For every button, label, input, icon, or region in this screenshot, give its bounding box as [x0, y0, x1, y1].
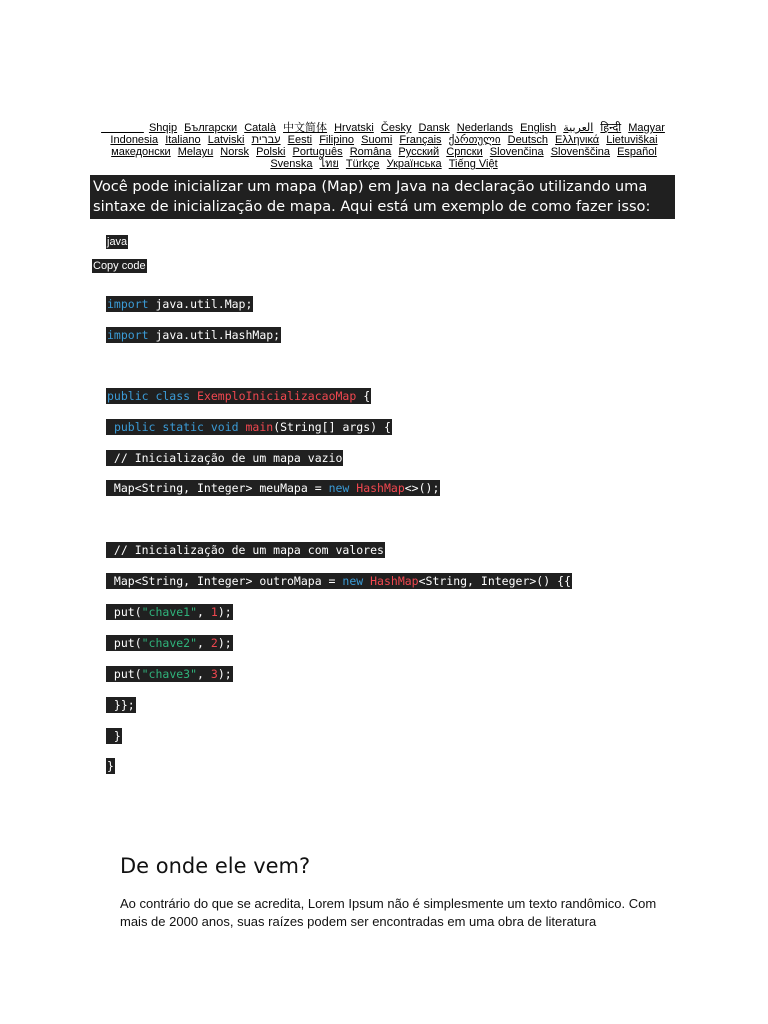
- code-text: {: [356, 389, 371, 403]
- language-link[interactable]: Latviski: [207, 134, 245, 146]
- class-name: HashMap: [370, 574, 419, 588]
- language-link[interactable]: Português: [292, 146, 343, 158]
- method-name: main: [245, 420, 274, 434]
- code-text: <>();: [404, 481, 440, 495]
- code-text: ,: [197, 636, 211, 650]
- language-link[interactable]: हिन्दी: [600, 122, 622, 134]
- keyword: import: [107, 297, 149, 311]
- language-link[interactable]: Italiano: [165, 134, 201, 146]
- keyword: import: [107, 328, 149, 342]
- keyword: new: [342, 574, 364, 588]
- language-link[interactable]: Tiếng Việt: [448, 158, 498, 170]
- language-link[interactable]: العربية: [563, 122, 594, 134]
- intro-paragraph: Você pode inicializar um mapa (Map) em Java na declaração utilizando uma sintaxe de inicialização de mapa. Aqui está um exemplo de como fazer isso:: [90, 175, 675, 219]
- number-literal: 2: [210, 636, 218, 650]
- language-link[interactable]: ไทย: [319, 158, 339, 170]
- code-text: put(: [107, 636, 142, 650]
- string-literal: "chave3": [141, 667, 198, 681]
- language-link[interactable]: Español: [617, 146, 657, 158]
- code-line-1: [106, 296, 253, 312]
- language-separator: [101, 122, 144, 134]
- language-link[interactable]: Nederlands: [456, 122, 514, 134]
- number-literal: 3: [210, 667, 218, 681]
- language-link[interactable]: Slovenčina: [489, 146, 544, 158]
- code-line-6: [106, 480, 440, 496]
- language-link[interactable]: Türkçe: [345, 158, 380, 170]
- language-link[interactable]: Indonesia: [110, 134, 159, 146]
- language-link[interactable]: Русский: [398, 146, 440, 158]
- class-name: HashMap: [356, 481, 405, 495]
- language-link[interactable]: Polski: [256, 146, 286, 158]
- code-line-12: }};: [107, 698, 135, 712]
- language-links: [100, 122, 668, 170]
- code-line-4: [106, 419, 392, 435]
- keyword: public class: [107, 389, 191, 403]
- string-literal: "chave2": [141, 636, 198, 650]
- code-text: );: [217, 605, 232, 619]
- keyword: new: [328, 481, 350, 495]
- code-line-14: }: [107, 759, 114, 773]
- language-link[interactable]: ქართული: [448, 134, 501, 146]
- code-line-13: }: [107, 729, 121, 743]
- code-text: put(: [107, 605, 142, 619]
- language-link[interactable]: Svenska: [270, 158, 313, 170]
- language-link[interactable]: Slovenščina: [550, 146, 611, 158]
- section-paragraph: Ao contrário do que se acredita, Lorem Ipsum não é simplesmente um texto randômico. Com mais de 2000 anos, suas raízes podem ser encontradas em uma obra de literatura: [120, 896, 657, 929]
- code-text: <String, Integer>() {{: [418, 574, 571, 588]
- code-text: ,: [197, 605, 211, 619]
- language-link[interactable]: Српски: [446, 146, 483, 158]
- language-link[interactable]: Deutsch: [507, 134, 548, 146]
- code-line-9: [106, 604, 233, 620]
- code-text: (String[] args) {: [273, 420, 391, 434]
- code-line-10: [106, 635, 233, 651]
- language-link[interactable]: Lietuviškai: [606, 134, 658, 146]
- language-link[interactable]: Eesti: [287, 134, 313, 146]
- code-line-11: [106, 666, 233, 682]
- language-link[interactable]: Magyar: [628, 122, 665, 134]
- string-literal: "chave1": [141, 605, 198, 619]
- section-heading: De onde ele vem?: [120, 854, 311, 878]
- language-link[interactable]: Български: [184, 122, 238, 134]
- code-text: Map<String, Integer> outroMapa =: [107, 574, 343, 588]
- code-line-8: [106, 573, 572, 589]
- language-link[interactable]: Norsk: [220, 146, 250, 158]
- language-link[interactable]: Ελληνικά: [555, 134, 600, 146]
- code-line-7: // Inicialização de um mapa com valores: [107, 543, 384, 557]
- language-link[interactable]: Româna: [349, 146, 392, 158]
- language-link[interactable]: Česky: [380, 122, 412, 134]
- code-text: ,: [197, 667, 211, 681]
- code-text: );: [217, 667, 232, 681]
- language-link[interactable]: Українська: [386, 158, 442, 170]
- language-link[interactable]: Français: [399, 134, 442, 146]
- code-line-2: [106, 327, 281, 343]
- language-link[interactable]: Shqip: [148, 122, 178, 134]
- class-name: ExemploInicializacaoMap: [197, 389, 357, 403]
- language-link[interactable]: 中文简体: [283, 122, 328, 134]
- language-link[interactable]: Hrvatski: [334, 122, 374, 134]
- copy-code-button[interactable]: Copy code: [93, 260, 146, 272]
- language-link[interactable]: עברית: [251, 134, 281, 146]
- code-text: [107, 420, 114, 434]
- language-link[interactable]: Català: [244, 122, 276, 134]
- language-link[interactable]: македонски: [111, 146, 171, 158]
- code-text: Map<String, Integer> meuMapa =: [107, 481, 329, 495]
- code-line-3: [106, 388, 371, 404]
- code-text: java.util.Map;: [148, 297, 253, 311]
- language-link[interactable]: Melayu: [177, 146, 214, 158]
- language-link[interactable]: English: [520, 122, 557, 134]
- code-text: put(: [107, 667, 142, 681]
- code-line-5: // Inicialização de um mapa vazio: [107, 451, 343, 465]
- keyword: public static void: [113, 420, 239, 434]
- number-literal: 1: [210, 605, 218, 619]
- code-text: java.util.HashMap;: [148, 328, 281, 342]
- code-language-label: java: [107, 236, 128, 248]
- language-link[interactable]: Dansk: [418, 122, 450, 134]
- code-text: );: [217, 636, 232, 650]
- language-link[interactable]: Filipino: [319, 134, 355, 146]
- language-link[interactable]: Suomi: [361, 134, 393, 146]
